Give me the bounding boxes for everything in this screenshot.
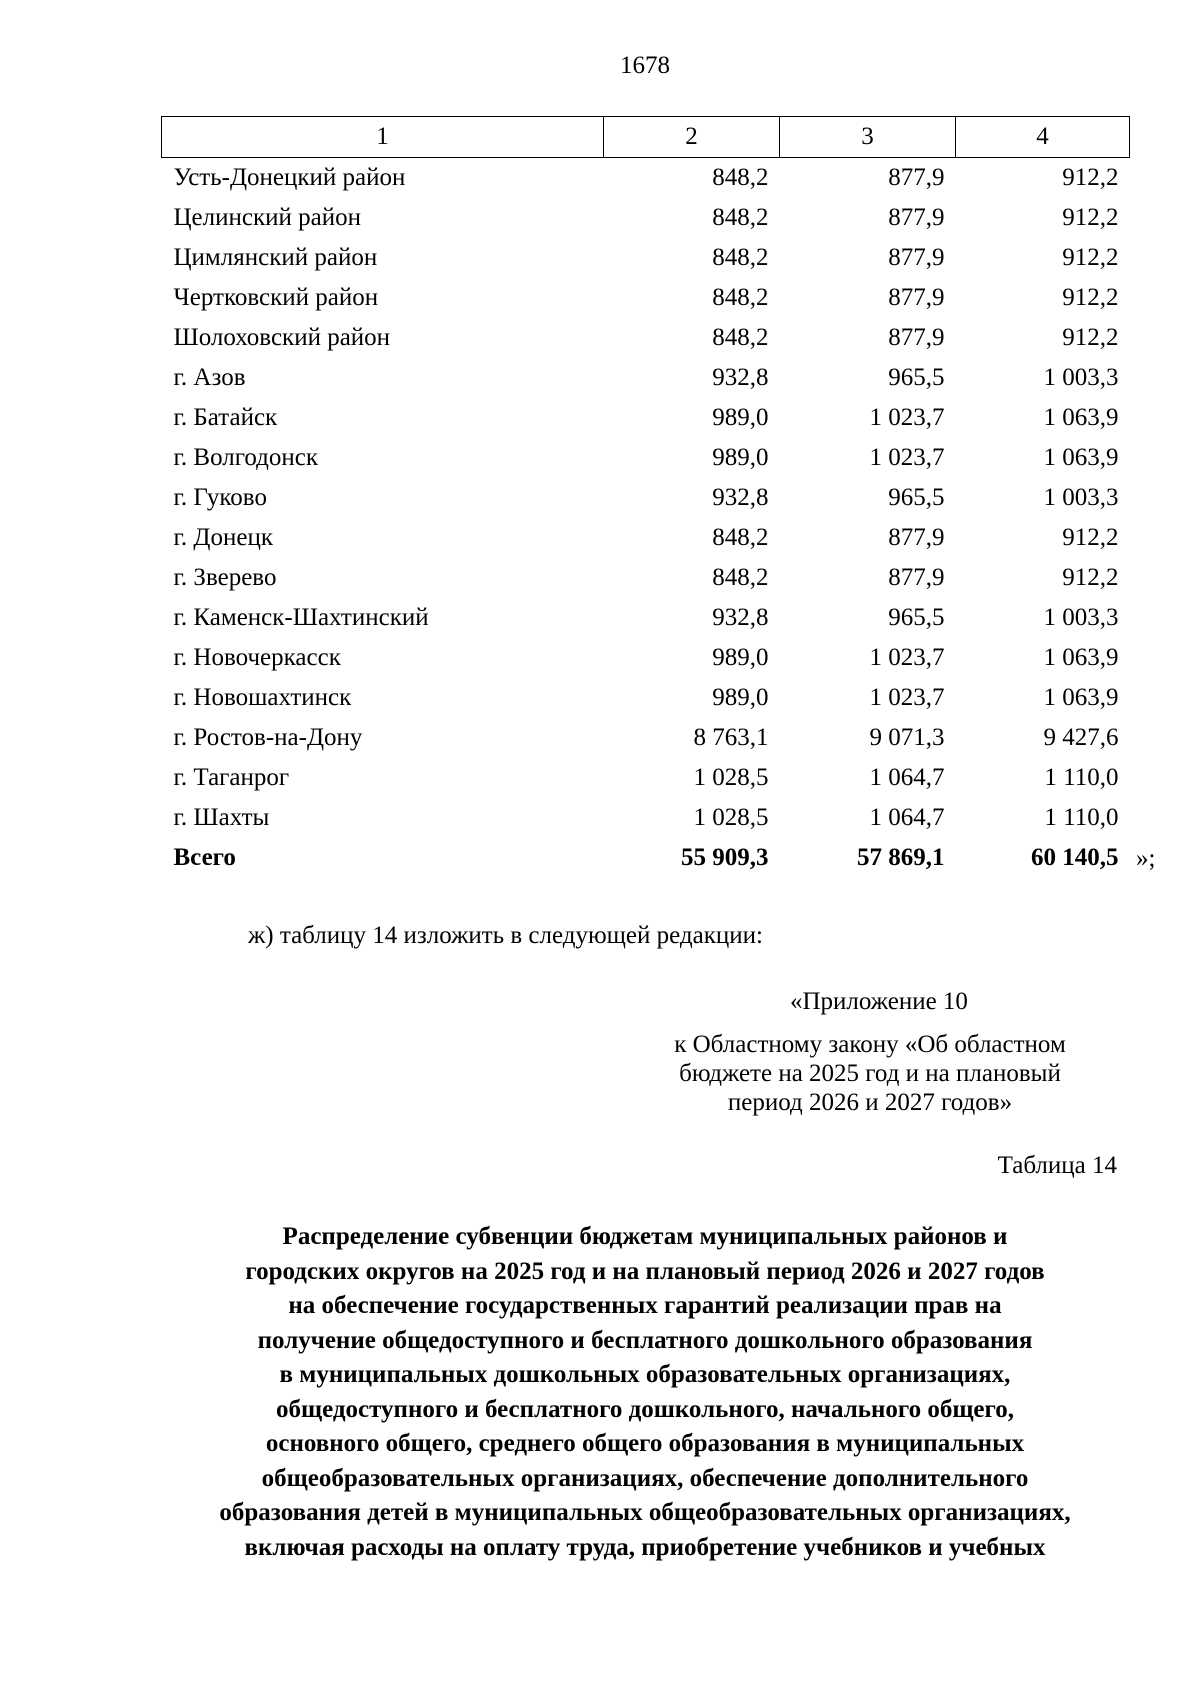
value-2025: 989,0 [712, 404, 769, 431]
municipality-name: г. Новочеркасск [173, 644, 341, 671]
heading-line: Распределение субвенции бюджетам муниципальных районов и [282, 1223, 1008, 1250]
value-2026: 877,9 [888, 564, 945, 591]
table-row [162, 678, 1130, 718]
value-2027: 1 063,9 [1043, 644, 1119, 671]
value-2027: 1 063,9 [1043, 444, 1119, 471]
appendix-subtitle-line: период 2026 и 2027 годов» [727, 1089, 1013, 1116]
value-2027: 1 110,0 [1044, 804, 1119, 831]
table-row [162, 318, 1130, 358]
value-2026: 877,9 [888, 244, 945, 271]
value-2026: 1 023,7 [869, 644, 945, 671]
municipality-name: Чертковский район [173, 284, 379, 311]
value-2025: 848,2 [712, 244, 769, 271]
municipality-name: г. Таганрог [173, 764, 290, 791]
column-header-4: 4 [956, 117, 1130, 158]
value-2027: 912,2 [1062, 284, 1119, 311]
appendix-subtitle-line: бюджете на 2025 год и на плановый [679, 1060, 1061, 1087]
value-2025: 989,0 [712, 644, 769, 671]
municipality-name: г. Батайск [173, 404, 278, 431]
table-row [162, 798, 1130, 838]
heading-line: общедоступного и бесплатного дошкольного, начального общего, [275, 1395, 1015, 1423]
value-2027: 912,2 [1062, 524, 1119, 551]
value-2026: 877,9 [888, 524, 945, 551]
value-2027: 912,2 [1062, 204, 1119, 231]
value-2025: 848,2 [712, 564, 769, 591]
heading-line: на обеспечение государственных гарантий реализации прав на [288, 1292, 1002, 1319]
value-2027: 912,2 [1062, 244, 1119, 271]
municipality-name: г. Гуково [173, 484, 267, 511]
table-label: Таблица 14 [997, 1152, 1117, 1179]
municipality-name: Целинский район [173, 204, 361, 231]
heading-line: общеобразовательных организациях, обеспечение дополнительного [261, 1464, 1029, 1492]
table-header-row [162, 117, 1130, 158]
table-row [162, 518, 1130, 558]
value-2025: 932,8 [712, 364, 769, 391]
value-2025: 848,2 [712, 204, 769, 231]
appendix-subtitle [630, 1030, 1110, 1117]
amendment-instruction: ж) таблицу 14 изложить в следующей редакции: [248, 922, 763, 949]
table-row [162, 438, 1130, 478]
value-2027: 1 063,9 [1043, 404, 1119, 431]
table-row [162, 718, 1130, 758]
heading-line: городских округов на 2025 год и на плановый период 2026 и 2027 годов [245, 1257, 1045, 1285]
total-row [162, 838, 1130, 878]
value-2026: 877,9 [888, 164, 945, 191]
municipality-name: г. Ростов-на-Дону [173, 724, 363, 751]
table-row [162, 638, 1130, 678]
table-row [162, 398, 1130, 438]
table-row [162, 598, 1130, 638]
heading-line: получение общедоступного и бесплатного дошкольного образования [257, 1326, 1033, 1354]
appendix-title: «Приложение 10 [790, 988, 968, 1015]
value-2025: 848,2 [712, 164, 769, 191]
table-row [162, 238, 1130, 278]
value-2025: 989,0 [712, 444, 769, 471]
table-row [162, 558, 1130, 598]
municipality-name: г. Шахты [173, 804, 270, 831]
closing-quote-mark: »; [1136, 845, 1156, 872]
table-row [162, 198, 1130, 238]
value-2026: 965,5 [888, 604, 945, 631]
value-2027: 912,2 [1062, 324, 1119, 351]
value-2027: 1 003,3 [1043, 484, 1119, 511]
municipality-name: г. Волгодонск [173, 444, 319, 471]
total-2026: 57 869,1 [857, 844, 945, 871]
table-row [162, 278, 1130, 318]
heading-line: в муниципальных дошкольных образовательных организациях, [279, 1361, 1011, 1388]
municipality-name: г. Зверево [173, 564, 277, 591]
subvention-table [161, 116, 1130, 878]
table-row [162, 758, 1130, 798]
municipality-name: г. Азов [173, 364, 246, 391]
value-2027: 1 003,3 [1043, 364, 1119, 391]
column-header-1: 1 [162, 117, 604, 158]
table-row [162, 158, 1130, 199]
value-2025: 932,8 [712, 484, 769, 511]
heading-line: основного общего, среднего общего образования в муниципальных [265, 1430, 1025, 1457]
value-2026: 1 064,7 [869, 764, 945, 791]
value-2025: 848,2 [712, 324, 769, 351]
municipality-name: г. Донецк [173, 524, 273, 551]
value-2025: 1 028,5 [693, 804, 769, 831]
value-2025: 1 028,5 [693, 764, 769, 791]
table-heading [120, 1220, 1170, 1565]
municipality-name: г. Каменск-Шахтинский [173, 604, 429, 631]
heading-line: включая расходы на оплату труда, приобретение учебников и учебных [244, 1533, 1046, 1561]
total-2025: 55 909,3 [681, 844, 769, 871]
value-2026: 877,9 [888, 324, 945, 351]
value-2026: 1 023,7 [869, 404, 945, 431]
value-2025: 848,2 [712, 524, 769, 551]
value-2026: 965,5 [888, 364, 945, 391]
value-2026: 877,9 [888, 204, 945, 231]
value-2025: 932,8 [712, 604, 769, 631]
value-2025: 848,2 [712, 284, 769, 311]
value-2027: 9 427,6 [1043, 724, 1119, 751]
total-2027: 60 140,5 [1031, 844, 1119, 871]
value-2027: 1 110,0 [1044, 764, 1119, 791]
value-2025: 8 763,1 [693, 724, 769, 751]
value-2026: 9 071,3 [869, 724, 945, 751]
municipality-name: г. Новошахтинск [173, 684, 352, 711]
value-2027: 1 063,9 [1043, 684, 1119, 711]
table-row [162, 478, 1130, 518]
value-2026: 877,9 [888, 284, 945, 311]
value-2026: 1 023,7 [869, 444, 945, 471]
municipality-name: Шолоховский район [173, 324, 391, 351]
total-label: Всего [173, 844, 236, 871]
value-2027: 912,2 [1062, 164, 1119, 191]
value-2027: 1 003,3 [1043, 604, 1119, 631]
value-2026: 1 023,7 [869, 684, 945, 711]
table-body [162, 158, 1130, 879]
page-number: 1678 [620, 52, 670, 79]
value-2025: 989,0 [712, 684, 769, 711]
value-2027: 912,2 [1062, 564, 1119, 591]
column-header-2: 2 [604, 117, 780, 158]
heading-line: образования детей в муниципальных общеобразовательных организациях, [219, 1499, 1071, 1526]
column-header-3: 3 [780, 117, 956, 158]
municipality-name: Усть-Донецкий район [173, 164, 406, 191]
table-row [162, 358, 1130, 398]
value-2026: 965,5 [888, 484, 945, 511]
appendix-subtitle-line: к Областному закону «Об областном [674, 1031, 1066, 1058]
value-2026: 1 064,7 [869, 804, 945, 831]
municipality-name: Цимлянский район [173, 244, 378, 271]
